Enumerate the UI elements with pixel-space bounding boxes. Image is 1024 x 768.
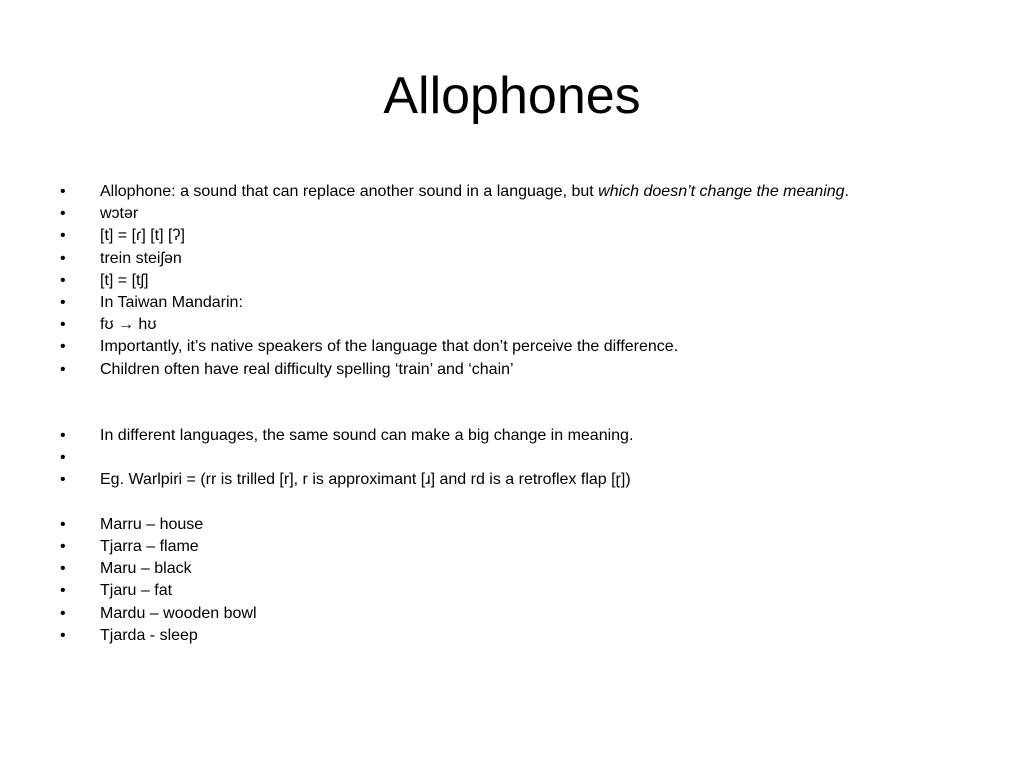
bullet-text-main: Importantly, it’s native speakers of the language that don’t perceive the difference.	[100, 338, 679, 356]
bullet-text-main: trein steiʃən	[100, 249, 182, 267]
blank-line	[60, 403, 960, 425]
bullet-item	[60, 447, 960, 469]
bullet-text-main: Eg. Warlpiri = (rr is trilled [r], r is approximant [ɹ] and rd is a retroflex flap [ɽ])	[100, 471, 631, 489]
bullet-text-main: Marru – house	[100, 515, 204, 533]
bullet-text-main: Tjarda - sleep	[100, 626, 198, 644]
bullet-item	[60, 292, 960, 314]
bullet-text	[100, 225, 185, 247]
bullet-dot: •	[60, 427, 66, 445]
bullet-text-main: Tjarra – flame	[100, 538, 199, 555]
bullet-item	[60, 336, 960, 358]
bullet-dot: •	[60, 316, 66, 334]
bullet-item	[60, 469, 960, 491]
bullet-text-main: fʊ → hʊ	[100, 316, 157, 334]
bullet-list	[60, 181, 960, 647]
bullet-text-main: Allophone: a sound that can replace another sound in a language, but	[100, 183, 599, 200]
bullet-dot: •	[60, 626, 66, 644]
bullet-dot: •	[60, 582, 66, 600]
bullet-text-main: [t] = [tʃ]	[100, 271, 149, 289]
bullet-text-main: Tjaru – fat	[100, 582, 173, 600]
bullet-text	[100, 248, 182, 270]
bullet-item	[60, 225, 960, 247]
bullet-text	[100, 203, 138, 225]
bullet-text-main: In Taiwan Mandarin:	[100, 293, 243, 311]
bullet-dot: •	[60, 449, 66, 467]
bullet-item	[60, 625, 960, 647]
bullet-item	[60, 314, 960, 336]
bullet-text	[100, 292, 243, 314]
bullet-text-main: Children often have real difficulty spelling ‘train’ and ‘chain’	[100, 360, 514, 378]
blank-line	[60, 381, 960, 403]
bullet-item	[60, 603, 960, 625]
bullet-dot: •	[60, 205, 66, 223]
bullet-dot: •	[60, 271, 66, 289]
bullet-text	[100, 558, 192, 580]
bullet-text	[100, 181, 849, 203]
bullet-item	[60, 580, 960, 602]
bullet-item	[60, 514, 960, 536]
bullet-dot: •	[60, 338, 66, 356]
bullet-text	[100, 514, 203, 536]
bullet-dot: •	[60, 360, 66, 378]
bullet-text	[100, 270, 148, 292]
bullet-text	[100, 469, 631, 491]
bullet-item	[60, 181, 960, 203]
bullet-dot: •	[60, 293, 66, 311]
bullet-text-main: Maru – black	[100, 560, 192, 578]
slide-title: Allophones	[383, 67, 641, 125]
bullet-dot: •	[60, 227, 66, 245]
bullet-text-main: wɔtər	[100, 205, 139, 223]
bullet-item	[60, 536, 960, 558]
bullet-item	[60, 203, 960, 225]
bullet-dot: •	[60, 183, 66, 200]
bullet-text	[100, 314, 156, 336]
bullet-text	[100, 625, 198, 647]
bullet-dot: •	[60, 471, 66, 489]
blank-line	[60, 492, 960, 514]
bullet-dot: •	[60, 249, 66, 267]
bullet-text-main: In different languages, the same sound can make a big change in meaning.	[100, 427, 634, 445]
bullet-item	[60, 558, 960, 580]
bullet-text-main: [t] = [ɾ] [t] [ʔ]	[100, 227, 185, 245]
bullet-text	[100, 359, 514, 381]
bullet-text-suffix: .	[844, 183, 849, 200]
bullet-item	[60, 425, 960, 447]
bullet-text	[100, 536, 199, 558]
bullet-text	[100, 425, 633, 447]
bullet-item	[60, 248, 960, 270]
bullet-dot: •	[60, 560, 66, 578]
bullet-item	[60, 270, 960, 292]
bullet-dot: •	[60, 538, 66, 555]
bullet-item	[60, 359, 960, 381]
bullet-dot: •	[60, 604, 66, 622]
bullet-dot: •	[60, 515, 66, 533]
bullet-text	[100, 580, 172, 602]
bullet-text	[100, 336, 678, 358]
bullet-text-main: Mardu – wooden bowl	[100, 604, 257, 622]
bullet-text	[100, 603, 257, 625]
bullet-text-emphasis: which doesn’t change the meaning	[598, 183, 845, 200]
